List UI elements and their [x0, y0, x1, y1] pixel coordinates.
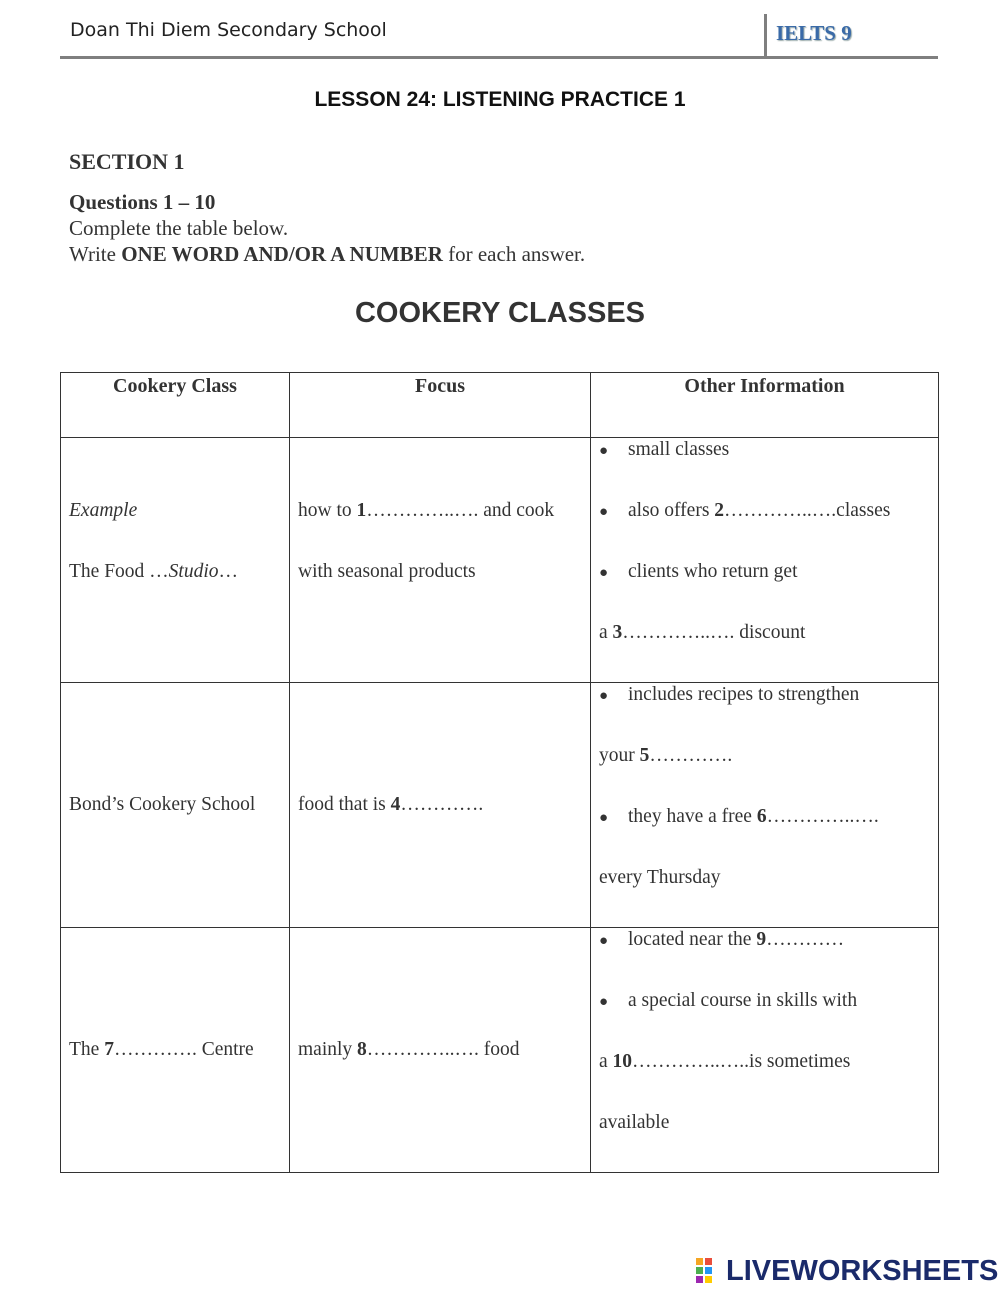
text: mainly: [298, 1039, 358, 1060]
text: Studio: [168, 561, 219, 582]
logo-blocks-icon: [696, 1258, 722, 1282]
question-number: 9: [756, 929, 767, 950]
instruction-line-1: Complete the table below.: [69, 216, 289, 240]
focus-line: [298, 1038, 582, 1062]
answer-blank[interactable]: ………….: [400, 794, 484, 815]
bullet-icon: ●: [599, 810, 609, 826]
course-label: IELTS 9: [776, 21, 852, 45]
class-cell: [61, 683, 290, 928]
info-cell: [591, 683, 939, 928]
question-number: 4: [390, 794, 401, 815]
instruction-text: Write: [69, 242, 122, 266]
bullet-icon: ●: [599, 565, 609, 581]
class-cell: [61, 928, 290, 1173]
lesson-title: LESSON 24: LISTENING PRACTICE 1: [314, 88, 686, 111]
answer-blank[interactable]: …………..…. discount: [622, 622, 806, 643]
info-text: also offers: [628, 500, 715, 521]
info-text: includes recipes to strengthen: [628, 684, 860, 705]
answer-blank[interactable]: …………. Centre: [113, 1039, 254, 1060]
table-row: [61, 438, 939, 683]
header-cookery-class: Cookery Class: [61, 373, 290, 438]
answer-blank[interactable]: …………..…..is sometimes: [632, 1051, 851, 1072]
focus-cell: [290, 683, 591, 928]
class-name: [69, 1038, 281, 1062]
header-other-information: Other Information: [591, 373, 939, 438]
school-name: Doan Thi Diem Secondary School: [70, 19, 387, 41]
table-row: [61, 928, 939, 1173]
text: food that is: [298, 794, 391, 815]
answer-blank[interactable]: …………..….classes: [724, 500, 891, 521]
header-divider: [764, 14, 767, 56]
focus-line: with seasonal products: [298, 561, 476, 582]
question-number: 1: [356, 500, 367, 521]
table-row: [61, 683, 939, 928]
table-title: COOKERY CLASSES: [354, 297, 646, 329]
text: how to: [298, 500, 357, 521]
focus-line: [298, 499, 582, 560]
focus-cell: [290, 438, 591, 683]
section-heading: SECTION 1: [69, 149, 185, 174]
info-text: located near the: [628, 929, 757, 950]
answer-blank[interactable]: …………: [766, 929, 845, 950]
question-number: 5: [639, 745, 650, 766]
focus-line: [298, 793, 582, 817]
cookery-table: [60, 372, 939, 1173]
answer-blank[interactable]: …………..…. food: [366, 1039, 520, 1060]
answer-blank[interactable]: ………….: [649, 745, 733, 766]
text: The: [69, 1039, 105, 1060]
info-text: a: [599, 622, 613, 643]
info-text: small classes: [628, 439, 730, 460]
logo-text: LIVEWORKSHEETS: [726, 1255, 999, 1287]
answer-blank[interactable]: …………..…. and cook: [366, 500, 555, 521]
info-text: they have a free: [628, 806, 757, 827]
info-cell: [591, 928, 939, 1173]
info-text: a: [599, 1051, 613, 1072]
table-header-row: [61, 373, 939, 438]
class-cell: [61, 438, 290, 683]
info-text: every Thursday: [599, 867, 721, 888]
info-cell: [591, 438, 939, 683]
class-name: [69, 560, 281, 621]
header-focus: Focus: [290, 373, 591, 438]
text: …: [218, 561, 239, 582]
bullet-icon: ●: [599, 994, 609, 1010]
instruction-emphasis: ONE WORD AND/OR A NUMBER: [121, 242, 443, 266]
question-number: 2: [714, 500, 725, 521]
bullet-icon: ●: [599, 688, 609, 704]
bullet-icon: ●: [599, 443, 609, 459]
text: The Food …: [69, 561, 169, 582]
info-text: clients who return get: [628, 561, 798, 582]
bullet-icon: ●: [599, 933, 609, 949]
question-number: 10: [612, 1051, 633, 1072]
question-number: 8: [357, 1039, 367, 1060]
instruction-line-2: [69, 241, 585, 267]
bullet-icon: ●: [599, 504, 609, 520]
class-name: Bond’s Cookery School: [69, 794, 256, 815]
instruction-text: for each answer.: [442, 242, 586, 266]
focus-cell: [290, 928, 591, 1173]
question-number: 3: [612, 622, 623, 643]
example-label: Example: [69, 500, 138, 521]
info-text: your: [599, 745, 640, 766]
answer-blank[interactable]: …………..….: [766, 806, 879, 827]
question-number: 7: [104, 1039, 114, 1060]
info-text: available: [599, 1112, 670, 1133]
info-text: a special course in skills with: [628, 990, 858, 1011]
page-header: [60, 14, 938, 59]
question-number: 6: [756, 806, 767, 827]
instructions: [69, 189, 585, 267]
questions-range: Questions 1 – 10: [69, 190, 216, 214]
